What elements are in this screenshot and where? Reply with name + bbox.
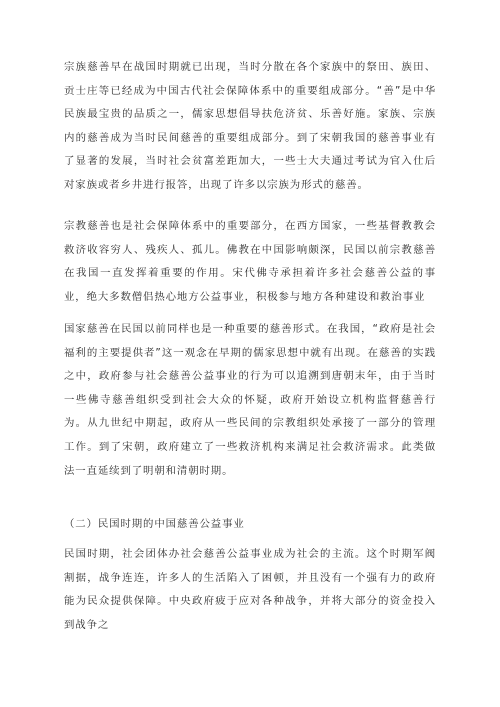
paragraph-republic-era: 民国时期，社会团体办社会慈善公益事业成为社会的主流。这个时期军阀割据，战争连连，许多人的生活陷入了困顿，并且没有一个强有力的政府能为民众提供保障。中央政府疲于应对各种战争，并将大部分的资金投入到战争之 — [64, 548, 436, 631]
section-heading: （二）民国时期的中国慈善公益事业 — [64, 518, 245, 530]
paragraph-religious-charity: 宗教慈善也是社会保障体系中的重要部分，在西方国家，一些基督教教会救济收容穷人、残疾人、孤儿。佛教在中国影响颇深，民国以前宗教慈善在我国一直发挥着重要的作用。宋代佛寺承担着许多社会慈善公益的事业，绝大多数僧侣热心地方公益事业，积极参与地方各种建设和救治事业 — [64, 220, 436, 303]
paragraph-clan-charity: 宗族慈善早在战国时期就已出现，当时分散在各个家族中的祭田、族田、贡士庄等已经成为中国古代社会保障体系中的重要组成部分。“善”是中华民族最宝贵的品质之一，儒家思想倡导扶危济贫、乐善好施。家族、宗族内的慈善成为当时民间慈善的重要组成部分。到了宋朝我国的慈善事业有了显著的发展，当时社会贫富差距加大，一些士大夫通过考试为官入仕后对家族或者乡井进行报答，出现了许多以宗族为形式的慈善。 — [64, 61, 436, 191]
paragraph-state-charity: 国家慈善在民国以前同样也是一种重要的慈善形式。在我国，“政府是社会福利的主要提供者”这一观念在早期的儒家思想中就有出现。在慈善的实践之中，政府参与社会慈善公益事业的行为可以追溯到唐朝末年，由于当时一些佛寺慈善组织受到社会大众的怀疑，政府开始设立机构监督慈善行为。从九世纪中期起，政府从一些民间的宗教组织处承接了一部分的管理工作。到了宋朝，政府建立了一些救济机构来满足社会救济需求。此类做法一直延续到了明朝和清朝时期。 — [64, 323, 436, 477]
